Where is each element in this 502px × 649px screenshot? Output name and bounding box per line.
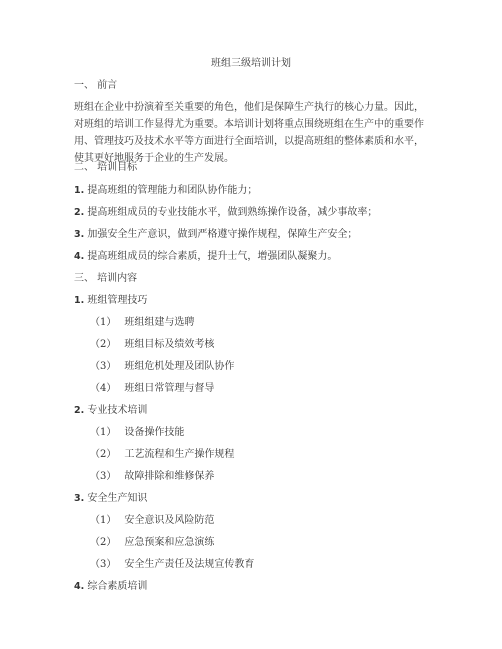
section-heading-content: 三、 培训内容 xyxy=(74,273,138,284)
subtopic-text: 应急预案和应急演练 xyxy=(124,537,215,548)
subtopic-item xyxy=(90,316,194,330)
goal-item xyxy=(74,250,337,264)
document-title: 班组三级培训计划 xyxy=(211,58,291,69)
goal-number: 3. xyxy=(74,229,85,240)
goal-number: 2. xyxy=(74,207,85,218)
subtopic-number: （2） xyxy=(90,339,117,350)
subtopic-number: （3） xyxy=(90,559,117,570)
subtopic-number: （4） xyxy=(90,383,117,394)
topic-item xyxy=(74,294,147,308)
subtopic-number: （1） xyxy=(90,515,117,526)
subtopic-number: （3） xyxy=(90,471,117,482)
goal-text: 加强安全生产意识，做到严格遵守操作规程，保障生产安全； xyxy=(87,229,358,240)
subtopic-item xyxy=(90,536,214,550)
subtopic-text: 设备操作技能 xyxy=(124,427,185,438)
goal-text: 提高班组成员的综合素质，提升士气，增强团队凝聚力。 xyxy=(87,251,338,262)
subtopic-item xyxy=(90,448,234,462)
goal-text: 提高班组的管理能力和团队协作能力； xyxy=(87,185,258,196)
subtopic-number: （1） xyxy=(90,427,117,438)
goal-item xyxy=(74,228,357,242)
topic-text: 专业技术培训 xyxy=(87,405,148,416)
subtopic-text: 安全意识及风险防范 xyxy=(124,515,215,526)
subtopic-item xyxy=(90,360,234,374)
subtopic-item xyxy=(90,382,214,396)
subtopic-text: 故障排除和维修保养 xyxy=(124,471,215,482)
subtopic-text: 班组组建与选聘 xyxy=(124,317,195,328)
goal-text: 提高班组成员的专业技能水平，做到熟练操作设备，减少事故率； xyxy=(87,207,378,218)
topic-number: 1. xyxy=(74,295,85,306)
goal-item xyxy=(74,206,377,220)
subtopic-item xyxy=(90,338,214,352)
subtopic-item xyxy=(90,558,254,572)
topic-text: 安全生产知识 xyxy=(87,493,148,504)
topic-item xyxy=(74,404,147,418)
subtopic-text: 工艺流程和生产操作规程 xyxy=(124,449,235,460)
subtopic-text: 班组危机处理及团队协作 xyxy=(124,361,235,372)
topic-number: 3. xyxy=(74,493,85,504)
subtopic-text: 班组目标及绩效考核 xyxy=(124,339,215,350)
topic-text: 综合素质培训 xyxy=(87,581,148,592)
subtopic-item xyxy=(90,514,214,528)
preface-paragraph: 班组在企业中扮演着至关重要的角色，他们是保障生产执行的核心力量。因此，对班组的培训工作显得尤为重要。本培训计划将重点围绕班组在生产中的重要作用、管理技巧及技术水平等方面进行全面培训，以提高班组的整体素质和水平，使其更好地服务于企业的生产发展。 xyxy=(74,102,424,164)
subtopic-item xyxy=(90,426,184,440)
subtopic-text: 班组日常管理与督导 xyxy=(124,383,215,394)
subtopic-text: 安全生产责任及法规宣传教育 xyxy=(124,559,255,570)
topic-text: 班组管理技巧 xyxy=(87,295,148,306)
subtopic-number: （2） xyxy=(90,537,117,548)
topic-number: 2. xyxy=(74,405,85,416)
topic-number: 4. xyxy=(74,581,85,592)
section-heading-goals: 二、 培训目标 xyxy=(74,162,138,173)
goal-number: 4. xyxy=(74,251,85,262)
subtopic-number: （1） xyxy=(90,317,117,328)
goal-item xyxy=(74,184,257,198)
subtopic-item xyxy=(90,470,214,484)
goal-number: 1. xyxy=(74,185,85,196)
topic-item xyxy=(74,580,147,594)
subtopic-number: （3） xyxy=(90,361,117,372)
section-heading-preface: 一、 前言 xyxy=(74,80,118,91)
subtopic-number: （2） xyxy=(90,449,117,460)
topic-item xyxy=(74,492,147,506)
